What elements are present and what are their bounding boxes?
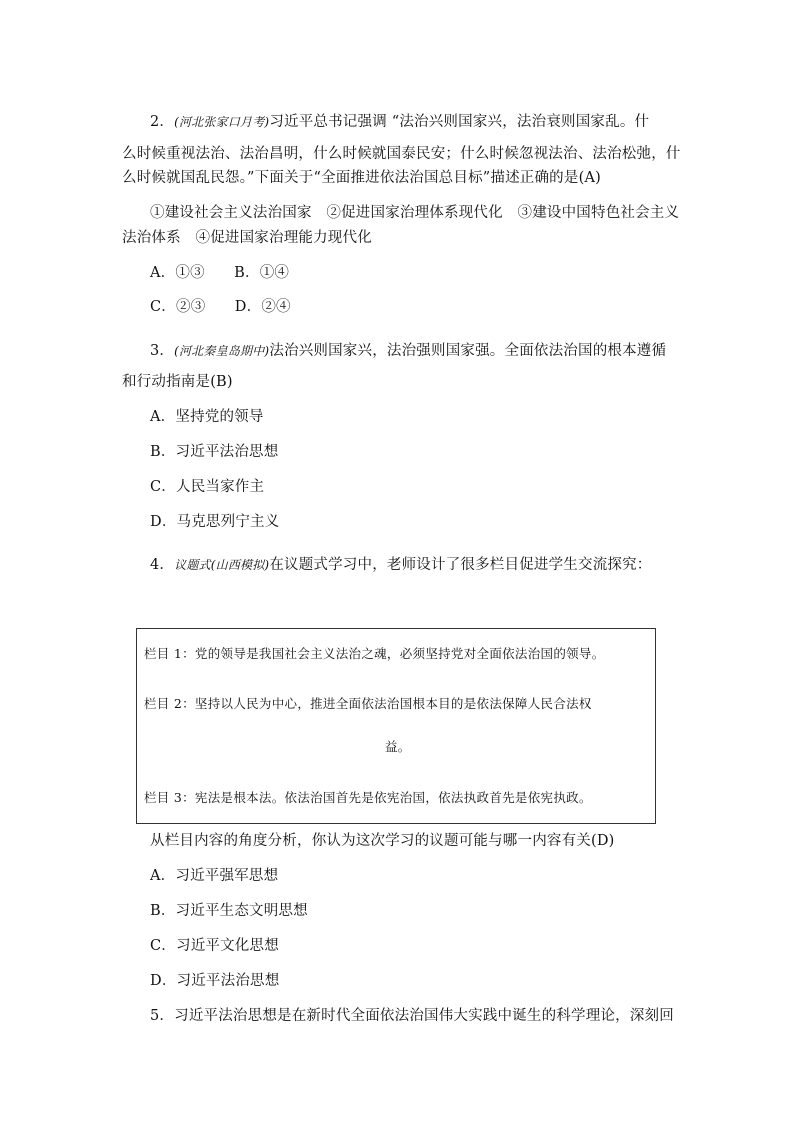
q3-option-d: D．马克思列宁主义 bbox=[150, 514, 280, 530]
box-row-1: 栏目 1：党的领导是我国社会主义法治之魂，必须坚持党对全面依法治国的领导。 bbox=[144, 646, 605, 661]
q2-items-line-2: 法治体系 ④促进国家治理能力现代化 bbox=[122, 230, 372, 246]
q4-line-1 bbox=[150, 553, 652, 574]
q3-text: 法治兴则国家兴，法治强则国家强。全面依法治国的根本遵循 bbox=[269, 343, 667, 359]
q2-line-2: 么时候重视法治、法治昌明，什么时候就国泰民安；什么时候忽视法治、法治松弛，什 bbox=[122, 146, 681, 162]
q3-source: (河北秦皇岛期中) bbox=[174, 344, 270, 358]
q4-option-a: A．习近平强军思想 bbox=[150, 868, 279, 884]
q3-option-a: A．坚持党的领导 bbox=[150, 409, 264, 425]
q2-items-line-1: ①建设社会主义法治国家 ②促进国家治理体系现代化 ③建设中国特色社会主义 bbox=[150, 205, 680, 221]
box-row-2: 栏目 2：坚持以人民为中心，推进全面依法治国根本目的是依法保障人民合法权 bbox=[144, 696, 592, 711]
q4-option-d: D．习近平法治思想 bbox=[150, 973, 280, 989]
q3-line-1 bbox=[150, 339, 666, 360]
q2-line-1 bbox=[150, 110, 649, 131]
q4-option-c: C．习近平文化思想 bbox=[150, 938, 279, 954]
q5-line-1: 5．习近平法治思想是在新时代全面依法治国伟大实践中诞生的科学理论，深刻回 bbox=[150, 1008, 674, 1024]
q3-option-c: C．人民当家作主 bbox=[150, 479, 265, 495]
q4-option-b: B．习近平生态文明思想 bbox=[150, 903, 308, 919]
q4-text: 在议题式学习中，老师设计了很多栏目促进学生交流探究： bbox=[269, 557, 652, 573]
q2-options-ab: A．①③ B．①④ bbox=[150, 265, 290, 281]
column-info-box bbox=[136, 628, 656, 824]
q4-source: 议题式(山西模拟) bbox=[174, 558, 270, 572]
q2-source: (河北张家口月考) bbox=[174, 115, 270, 129]
box-row-3: 栏目 3：宪法是根本法。依法治国首先是依宪治国，依法执政首先是依宪执政。 bbox=[144, 790, 592, 805]
q4-stem: 从栏目内容的角度分析，你认为这次学习的议题可能与哪一内容有关(D) bbox=[150, 833, 615, 849]
q4-number: 4． bbox=[150, 557, 175, 573]
q2-text: 习近平总书记强调 “法治兴则国家兴，法治衰则国家乱。什 bbox=[269, 114, 650, 130]
q3-number: 3． bbox=[150, 343, 175, 359]
box-row-2-cont: 益。 bbox=[385, 739, 411, 754]
q3-line-2: 和行动指南是(B) bbox=[122, 374, 233, 390]
q3-option-b: B．习近平法治思想 bbox=[150, 444, 279, 460]
q2-line-3: 么时候就国乱民怨。”下面关于“全面推进依法治国总目标”描述正确的是(A) bbox=[122, 170, 601, 186]
q2-options-cd: C．②③ D．②④ bbox=[150, 299, 291, 315]
q2-number: 2． bbox=[150, 114, 175, 130]
